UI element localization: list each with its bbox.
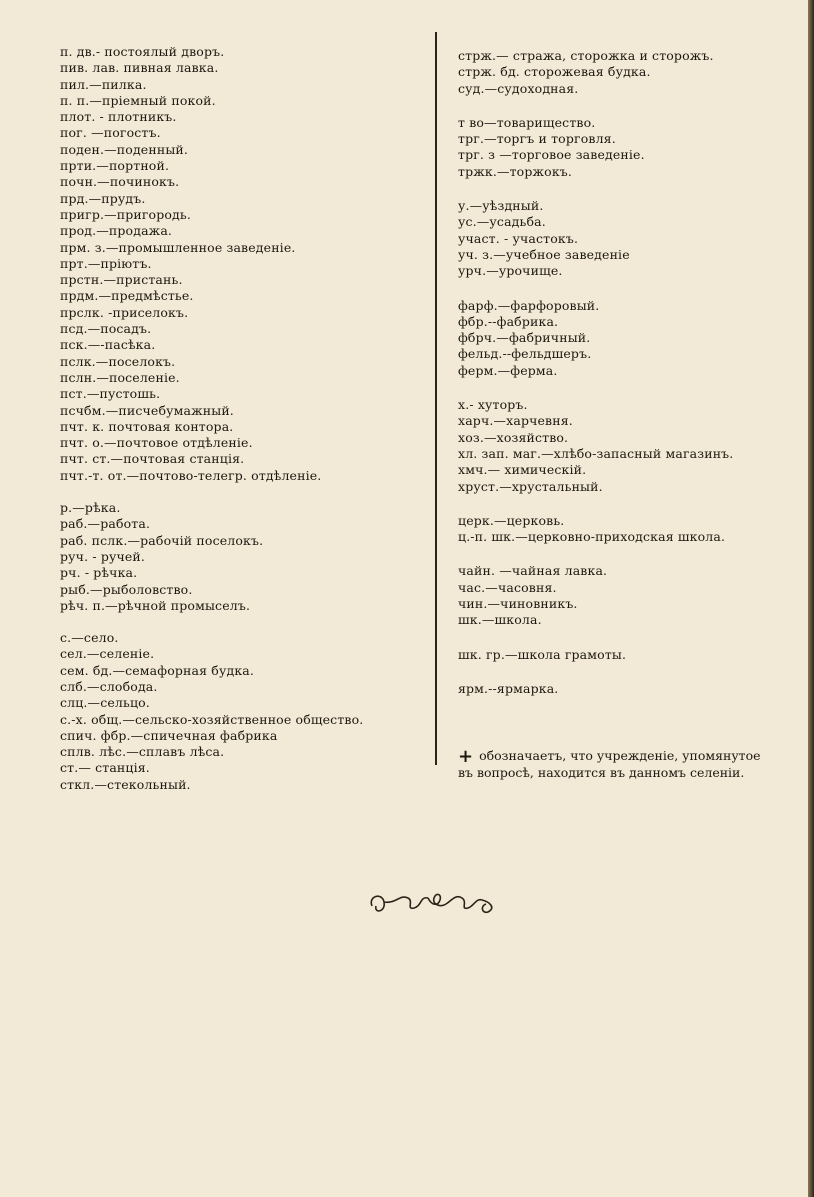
abbreviation-entry: пригр.—пригородь. <box>60 206 191 222</box>
section-gap <box>458 180 810 198</box>
abbreviation-entry: пст.—пустошь. <box>60 386 161 402</box>
abbreviation-entry: ц.-п. шк.—церковно-приходская школа. <box>458 529 726 545</box>
abbreviation-entry: хл. зап. маг.—хлѣбо-запасный магазинъ. <box>458 445 734 461</box>
abbreviation-entry: п. дв.- постоялый дворъ. <box>60 44 225 59</box>
abbreviation-entry: раб.—работа. <box>60 516 151 532</box>
abbreviation-entry: шк.—школа. <box>458 612 542 628</box>
abbreviation-entry: почн.—починокъ. <box>60 174 180 190</box>
abbreviation-group <box>458 298 810 379</box>
abbreviation-entry: стрж. бд. сторожевая будка. <box>458 64 651 80</box>
abbreviation-entry: сткл.—стекольный. <box>60 776 191 792</box>
abbreviation-entry: прти.—портной. <box>60 158 170 174</box>
abbreviation-entry: прд.—прудъ. <box>60 190 146 206</box>
abbreviation-entry: псчбм.—писчебумажный. <box>60 402 234 418</box>
abbreviation-entry: плот. - плотникъ. <box>60 109 177 125</box>
section-gap <box>458 663 810 681</box>
abbreviation-entry: пил.—пилка. <box>60 76 147 92</box>
abbreviation-entry: церк.—церковь. <box>458 512 565 528</box>
abbreviation-entry: сплв. лѣс.—сплавъ лѣса. <box>60 744 225 760</box>
footnote-text-1: обозначаетъ, что учрежденіе, упомянутое <box>479 748 761 763</box>
abbreviation-entry: п. п.—пріемный покой. <box>60 92 216 108</box>
abbreviation-entry: ус.—усадьба. <box>458 214 546 230</box>
abbreviation-entry: прдм.—предмѣстье. <box>60 288 194 304</box>
decorative-flourish-icon <box>366 886 502 920</box>
abbreviation-group <box>458 115 810 180</box>
abbreviation-entry: участ. - участокъ. <box>458 230 579 246</box>
abbreviation-entry: раб. пслк.—рабочій поселокъ. <box>60 532 264 548</box>
abbreviation-entry: сел.—селеніе. <box>60 646 155 662</box>
column-divider <box>435 32 437 765</box>
abbreviation-entry: р.—рѣка. <box>60 500 121 516</box>
abbreviation-entry: у.—уѣздный. <box>458 198 544 214</box>
abbreviation-entry: прстн.—пристань. <box>60 272 183 288</box>
abbreviation-entry: ярм.--ярмарка. <box>458 680 559 696</box>
abbreviation-entry: рѣч. п.—рѣчной промыселъ. <box>60 597 251 613</box>
abbreviation-entry: хоз.—хозяйство. <box>458 429 569 445</box>
abbreviation-entry: час.—часовня. <box>458 579 557 595</box>
abbreviation-entry: с.-х. общ.—сельско-хозяйственное общество. <box>60 711 364 727</box>
abbreviation-group <box>458 397 810 495</box>
abbreviation-group <box>458 681 810 697</box>
abbreviation-entry: прм. з.—промышленное заведеніе. <box>60 239 296 255</box>
abbreviation-entry: стрж.— стража, сторожка и сторожъ. <box>458 48 714 63</box>
abbreviation-group <box>458 563 810 628</box>
cross-symbol-icon: + <box>458 746 474 767</box>
footnote-line-2: въ вопросѣ, находится въ данномъ селеніи. <box>458 765 745 781</box>
abbreviation-entry: рч. - рѣчка. <box>60 565 138 581</box>
abbreviation-entry: пчт.-т. от.—почтово-телегр. отдѣленіе. <box>60 467 322 483</box>
abbreviation-entry: чайн. —чайная лавка. <box>458 563 608 579</box>
footnote <box>458 748 810 782</box>
footnote-line-1 <box>458 748 810 765</box>
abbreviation-entry: сем. бд.—семафорная будка. <box>60 662 255 678</box>
abbreviation-entry: хмч.— химическій. <box>458 462 587 478</box>
abbreviation-entry: пск.—-пасѣка. <box>60 337 156 353</box>
abbreviation-group <box>458 513 810 546</box>
abbreviation-entry: пив. лав. пивная лавка. <box>60 60 219 76</box>
abbreviation-entry: прслк. -приселокъ. <box>60 304 189 320</box>
section-gap <box>60 484 430 500</box>
section-gap <box>458 379 810 397</box>
section-gap <box>458 545 810 563</box>
abbreviation-entry: суд.—судоходная. <box>458 80 579 96</box>
abbreviation-entry: с.—село. <box>60 630 119 646</box>
abbreviation-entry: чин.—чиновникъ. <box>458 596 578 612</box>
abbreviation-entry: трг.—торгъ и торговля. <box>458 131 616 147</box>
abbreviation-entry: прод.—продажа. <box>60 223 173 239</box>
abbreviation-entry: тржк.—торжокъ. <box>458 163 573 179</box>
abbreviation-entry: шк. гр.—школа грамоты. <box>458 646 627 662</box>
abbreviation-entry: пчт. к. почтовая контора. <box>60 418 234 434</box>
abbreviation-entry: пчт. ст.—почтовая станція. <box>60 451 245 467</box>
abbreviation-entry: трг. з —торговое заведеніе. <box>458 147 645 163</box>
abbreviation-group <box>60 500 430 614</box>
abbreviation-group <box>458 647 810 663</box>
abbreviation-entry: пчт. о.—почтовое отдѣленіе. <box>60 435 253 451</box>
abbreviation-entry: харч.—харчевня. <box>458 413 573 429</box>
abbreviation-group <box>458 48 810 97</box>
abbreviation-entry: хруст.—хрустальный. <box>458 478 603 494</box>
abbreviation-entry: фельд.--фельдшеръ. <box>458 346 592 362</box>
abbreviation-group <box>60 44 430 484</box>
abbreviation-entry: пслн.—поселеніе. <box>60 369 180 385</box>
abbreviation-entry: урч.—урочище. <box>458 263 563 279</box>
section-gap <box>458 97 810 115</box>
abbreviation-entry: пог. —погостъ. <box>60 125 161 141</box>
abbreviation-group <box>458 198 810 279</box>
abbreviation-entry: руч. - ручей. <box>60 548 146 564</box>
section-gap <box>458 280 810 298</box>
abbreviation-entry: рыб.—рыболовство. <box>60 581 193 597</box>
abbreviation-entry: спич. фбр.—спичечная фабрика <box>60 727 278 743</box>
abbreviation-entry: прт.—пріютъ. <box>60 255 152 271</box>
abbreviation-entry: фбрч.—фабричный. <box>458 330 591 346</box>
abbreviation-entry: х.- хуторъ. <box>458 397 528 413</box>
abbreviation-entry: фбр.--фабрика. <box>458 313 559 329</box>
abbreviation-entry: ст.— станція. <box>60 760 150 776</box>
abbreviation-entry: т во—товарищество. <box>458 114 596 130</box>
abbreviation-entry: фарф.—фарфоровый. <box>458 297 600 313</box>
left-abbreviation-column <box>60 44 430 793</box>
abbreviation-entry: пслк.—поселокъ. <box>60 353 176 369</box>
abbreviation-entry: поден.—поденный. <box>60 141 189 157</box>
section-gap <box>458 629 810 647</box>
section-gap <box>60 614 430 630</box>
abbreviation-entry: слб.—слобода. <box>60 678 158 694</box>
abbreviation-entry: ферм.—ферма. <box>458 362 558 378</box>
abbreviation-group <box>60 630 430 793</box>
abbreviation-entry: уч. з.—учебное заведеніе <box>458 246 630 262</box>
section-gap <box>458 495 810 513</box>
abbreviation-entry: псд.—посадъ. <box>60 321 152 337</box>
abbreviation-entry: слц.—сельцо. <box>60 695 150 711</box>
right-abbreviation-column <box>458 48 810 697</box>
